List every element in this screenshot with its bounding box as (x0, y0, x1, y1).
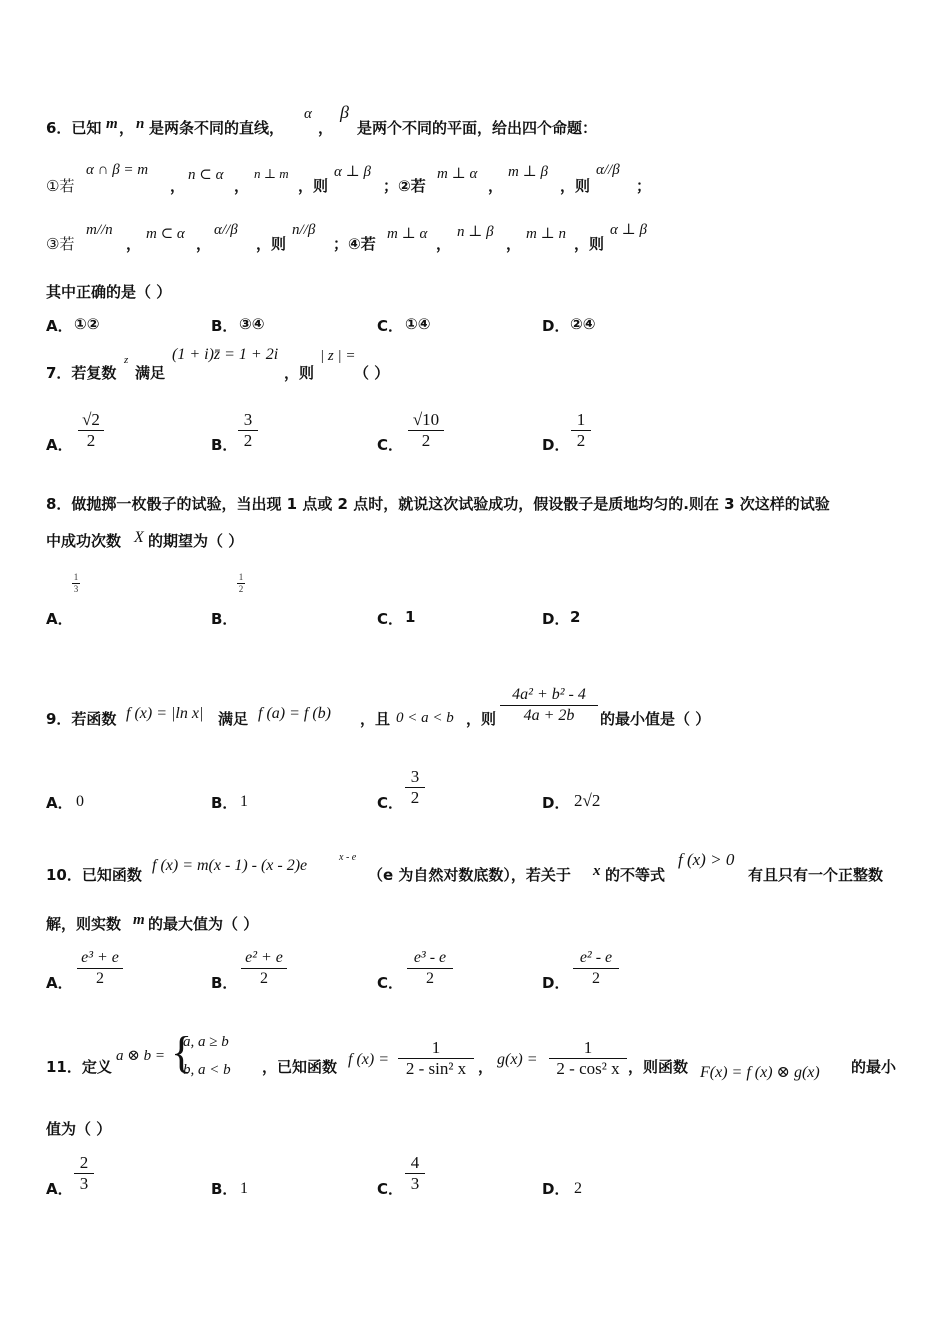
q9-option-c-label: C． (377, 794, 404, 812)
q7-option-d-label: D． (542, 436, 570, 454)
q8-option-a-num: 1 (73, 572, 79, 582)
q9-expression-den: 4a + 2b (500, 705, 598, 726)
q6-p3-sep1: ， (126, 235, 142, 253)
q10-option-c-label: C． (377, 974, 404, 992)
q6-p1-c2: n ⊂ α (188, 167, 224, 183)
q9-prefix: 9．若函数 (46, 710, 117, 728)
q9-condition: f (a) = f (b) (258, 705, 331, 722)
q9-option-a-label: A． (46, 794, 73, 812)
q9-option-a[interactable]: 0 (76, 793, 84, 810)
q7-z: z (124, 354, 129, 366)
q10-option-a-label: A． (46, 974, 73, 992)
q10-function: f (x) = m(x - 1) - (x - 2)e (152, 857, 308, 874)
q11-g-num: 1 (583, 1038, 593, 1057)
q10-exponent: x - e (339, 852, 357, 863)
q9-option-b[interactable]: 1 (240, 793, 248, 810)
q11-operator: a ⊗ b = (116, 1048, 165, 1064)
q9-mid: 满足 (218, 710, 249, 728)
q6-p3-label: ③若 (46, 235, 75, 253)
q6-alpha: α (304, 106, 312, 122)
q7-equation: (1 + i)z̄ = 1 + 2i (172, 346, 279, 363)
q6-m: m (106, 116, 118, 132)
q10-option-c[interactable] (407, 948, 453, 989)
q7-option-c-num: √10 (412, 410, 440, 429)
q6-p3-sep2: ， (196, 235, 212, 253)
q11-g-den: 2 - cos² x (549, 1058, 627, 1079)
q7-option-a-label: A． (46, 436, 73, 454)
q11-brace: { (171, 1028, 193, 1077)
q11-g-lhs: g(x) = (497, 1051, 538, 1068)
q11-option-a-num: 2 (79, 1153, 89, 1172)
q7-option-d[interactable] (571, 410, 591, 451)
q8-option-b[interactable]: B． (211, 610, 238, 628)
q11-f-num: 1 (431, 1038, 441, 1057)
q8-option-b-num: 1 (238, 572, 244, 582)
q11-option-a[interactable] (74, 1153, 94, 1194)
q7-option-a[interactable] (78, 410, 104, 451)
q9-expression-num: 4a² + b² - 4 (512, 686, 586, 703)
q6-p2-sep: ， (488, 177, 504, 195)
q6-p2-c1: m ⊥ α (437, 166, 478, 182)
q10-option-b[interactable] (241, 948, 287, 989)
q6-n: n (136, 116, 145, 132)
q6-option-b-label: B． (211, 317, 238, 335)
q6-p2-c2: m ⊥ β (508, 164, 548, 180)
q11-comma: ， (478, 1058, 494, 1076)
q6-p1-label: ①若 (46, 177, 75, 195)
q11-line2: 值为（ ） (46, 1120, 112, 1138)
q10-option-d-num: e² - e (579, 949, 613, 966)
q10-option-d-den: 2 (573, 968, 619, 989)
q6-p1-c1: α ∩ β = m (86, 162, 149, 178)
q9-option-d[interactable]: 2√2 (574, 791, 601, 810)
q11-case-2: b, a < b (183, 1062, 231, 1078)
q8-line1: 8．做抛掷一枚骰子的试验，当出现 1 点或 2 点时，就说这次试验成功，假设骰子是质地均匀的.则在 3 次这样的试验 (46, 495, 830, 513)
q11-option-c-label: C． (377, 1180, 404, 1198)
q9-option-c-num: 3 (410, 767, 420, 786)
q7-option-b[interactable] (238, 410, 258, 451)
q9-option-c[interactable] (405, 767, 425, 808)
q9-range: 0 < a < b (396, 710, 454, 726)
q10-option-b-den: 2 (241, 968, 287, 989)
q8-option-c-label: C． (377, 610, 404, 628)
q6-option-a[interactable]: ①② (74, 315, 100, 333)
q10-line2-b: 的最大值为（ ） (148, 915, 259, 933)
q6-p4-c3: m ⊥ n (526, 226, 566, 242)
q6-option-d-label: D． (542, 317, 570, 335)
q7-option-a-den: 2 (78, 430, 104, 451)
q10-suffix: 有且只有一个正整数 (748, 866, 884, 884)
q6-p1-c3: n ⊥ m (254, 166, 289, 181)
q6-comma: ， (119, 119, 135, 137)
q6-comma-2: ， (318, 119, 334, 137)
q9-suffix: 的最小值是（ ） (600, 710, 711, 728)
q10-option-c-den: 2 (407, 968, 453, 989)
q6-p4-c2: n ⊥ β (457, 224, 494, 240)
q9-option-d-label: D． (542, 794, 570, 812)
q11-option-d-label: D． (542, 1180, 570, 1198)
q9-function: f (x) = |ln x| (126, 705, 204, 722)
q6-p4-result: α ⊥ β (610, 222, 647, 238)
q10-option-d-label: D． (542, 974, 570, 992)
q7-abs: | z | = (320, 348, 356, 364)
q8-option-d-label: D． (542, 610, 570, 628)
q6-stem-suffix: 是两个不同的平面，给出四个命题： (357, 119, 598, 137)
q6-p3-c1: m//n (86, 222, 113, 238)
q6-p1-then: ，则 (298, 177, 329, 195)
q6-p4-sep2: ， (506, 235, 522, 253)
q7-option-d-num: 1 (576, 410, 586, 429)
q9-expression (500, 685, 598, 726)
q9-option-b-label: B． (211, 794, 238, 812)
q9-then: ，则 (466, 710, 497, 728)
q11-suffix: 的最小 (851, 1058, 897, 1076)
q11-F: F(x) = f (x) ⊗ g(x) (700, 1064, 820, 1081)
q8-option-a-fraction (72, 572, 80, 595)
q6-p4-then: ，则 (574, 235, 605, 253)
q7-option-d-den: 2 (571, 430, 591, 451)
q6-p1-sep1: ， (170, 177, 186, 195)
q6-p4-label: ；④若 (333, 235, 376, 253)
q11-f-den: 2 - sin² x (398, 1058, 474, 1079)
q6-p3-c3: α//β (214, 222, 238, 238)
q11-prefix: 11．定义 (46, 1058, 112, 1076)
q7-option-c-label: C． (377, 436, 404, 454)
q6-p3-result: n//β (292, 222, 316, 238)
q10-inequality: f (x) > 0 (678, 850, 735, 869)
q6-stem-mid: 是两条不同的直线， (149, 119, 285, 137)
q11-option-b-label: B． (211, 1180, 238, 1198)
q10-prefix: 10．已知函数 (46, 866, 142, 884)
q7-option-b-label: B． (211, 436, 238, 454)
q11-mid: ，已知函数 (262, 1058, 338, 1076)
q6-option-d[interactable]: ②④ (570, 315, 596, 333)
q6-option-c[interactable]: ①④ (405, 315, 431, 333)
q8-option-a-den: 3 (73, 584, 79, 594)
q6-p3-c2: m ⊂ α (146, 226, 185, 242)
q6-p2-then: ，则 (560, 177, 591, 195)
q8-option-d[interactable]: 2 (570, 608, 581, 626)
q6-p4-c1: m ⊥ α (387, 226, 428, 242)
q6-p2-label: ；②若 (383, 177, 426, 195)
q11-option-c[interactable] (405, 1153, 425, 1194)
q9-and: ，且 (360, 710, 391, 728)
q8-line2-b: 的期望为（ ） (148, 532, 244, 550)
q7-then: ，则 (284, 364, 315, 382)
q10-note: （e 为自然对数底数），若关于 (368, 866, 571, 884)
q11-f-lhs: f (x) = (348, 1051, 389, 1068)
q8-option-a[interactable]: A． (46, 610, 73, 628)
q6-stem-prefix: 6．已知 (46, 119, 102, 137)
q11-option-a-label: A． (46, 1180, 73, 1198)
q10-option-c-num: e³ - e (413, 949, 447, 966)
q11-g-fraction (549, 1038, 627, 1079)
q6-question: 其中正确的是（ ） (46, 283, 172, 301)
q7-prefix: 7．若复数 (46, 364, 117, 382)
q10-option-a-num: e³ + e (81, 949, 119, 966)
q7-option-b-den: 2 (238, 430, 258, 451)
q6-p2-result: α//β (596, 162, 620, 178)
q6-option-b[interactable]: ③④ (239, 315, 265, 333)
q6-p1-sep2: ， (234, 177, 250, 195)
q8-line2-a: 中成功次数 (46, 532, 122, 550)
q11-option-b[interactable]: 1 (240, 1180, 248, 1197)
q6-p4-sep1: ， (436, 235, 452, 253)
q11-then: ，则函数 (628, 1058, 689, 1076)
q7-mid: 满足 (135, 364, 166, 382)
q8-x: X (134, 529, 144, 546)
q7-option-a-num: √2 (82, 410, 100, 429)
q10-option-a[interactable] (77, 948, 123, 989)
q6-p1-result: α ⊥ β (334, 164, 371, 180)
q7-option-c[interactable] (408, 410, 444, 451)
q6-p3-then: ，则 (256, 235, 287, 253)
q8-option-b-fraction (237, 572, 245, 595)
q10-option-b-num: e² + e (245, 949, 283, 966)
q7-paren: （ ） (354, 364, 390, 382)
q11-option-a-den: 3 (74, 1173, 94, 1194)
q10-x: x (593, 863, 601, 879)
q10-ineq-label: 的不等式 (605, 866, 666, 884)
q11-option-c-num: 4 (410, 1153, 420, 1172)
q7-option-c-den: 2 (408, 430, 444, 451)
q6-beta: β (340, 102, 349, 122)
q6-option-a-label: A． (46, 317, 73, 335)
q10-option-a-den: 2 (77, 968, 123, 989)
q10-option-b-label: B． (211, 974, 238, 992)
q11-option-d[interactable]: 2 (574, 1180, 582, 1197)
q9-option-c-den: 2 (405, 787, 425, 808)
q11-f-fraction (398, 1038, 474, 1079)
q11-option-c-den: 3 (405, 1173, 425, 1194)
q6-option-c-label: C． (377, 317, 404, 335)
q10-m: m (133, 912, 145, 928)
q8-option-c[interactable]: 1 (405, 608, 416, 626)
q8-option-b-den: 2 (238, 584, 244, 594)
q10-line2: 解，则实数 (46, 915, 122, 933)
q7-option-b-num: 3 (243, 410, 253, 429)
q6-p2-end: ； (636, 177, 652, 195)
q10-option-d[interactable] (573, 948, 619, 989)
q11-case-1: a, a ≥ b (183, 1034, 229, 1050)
